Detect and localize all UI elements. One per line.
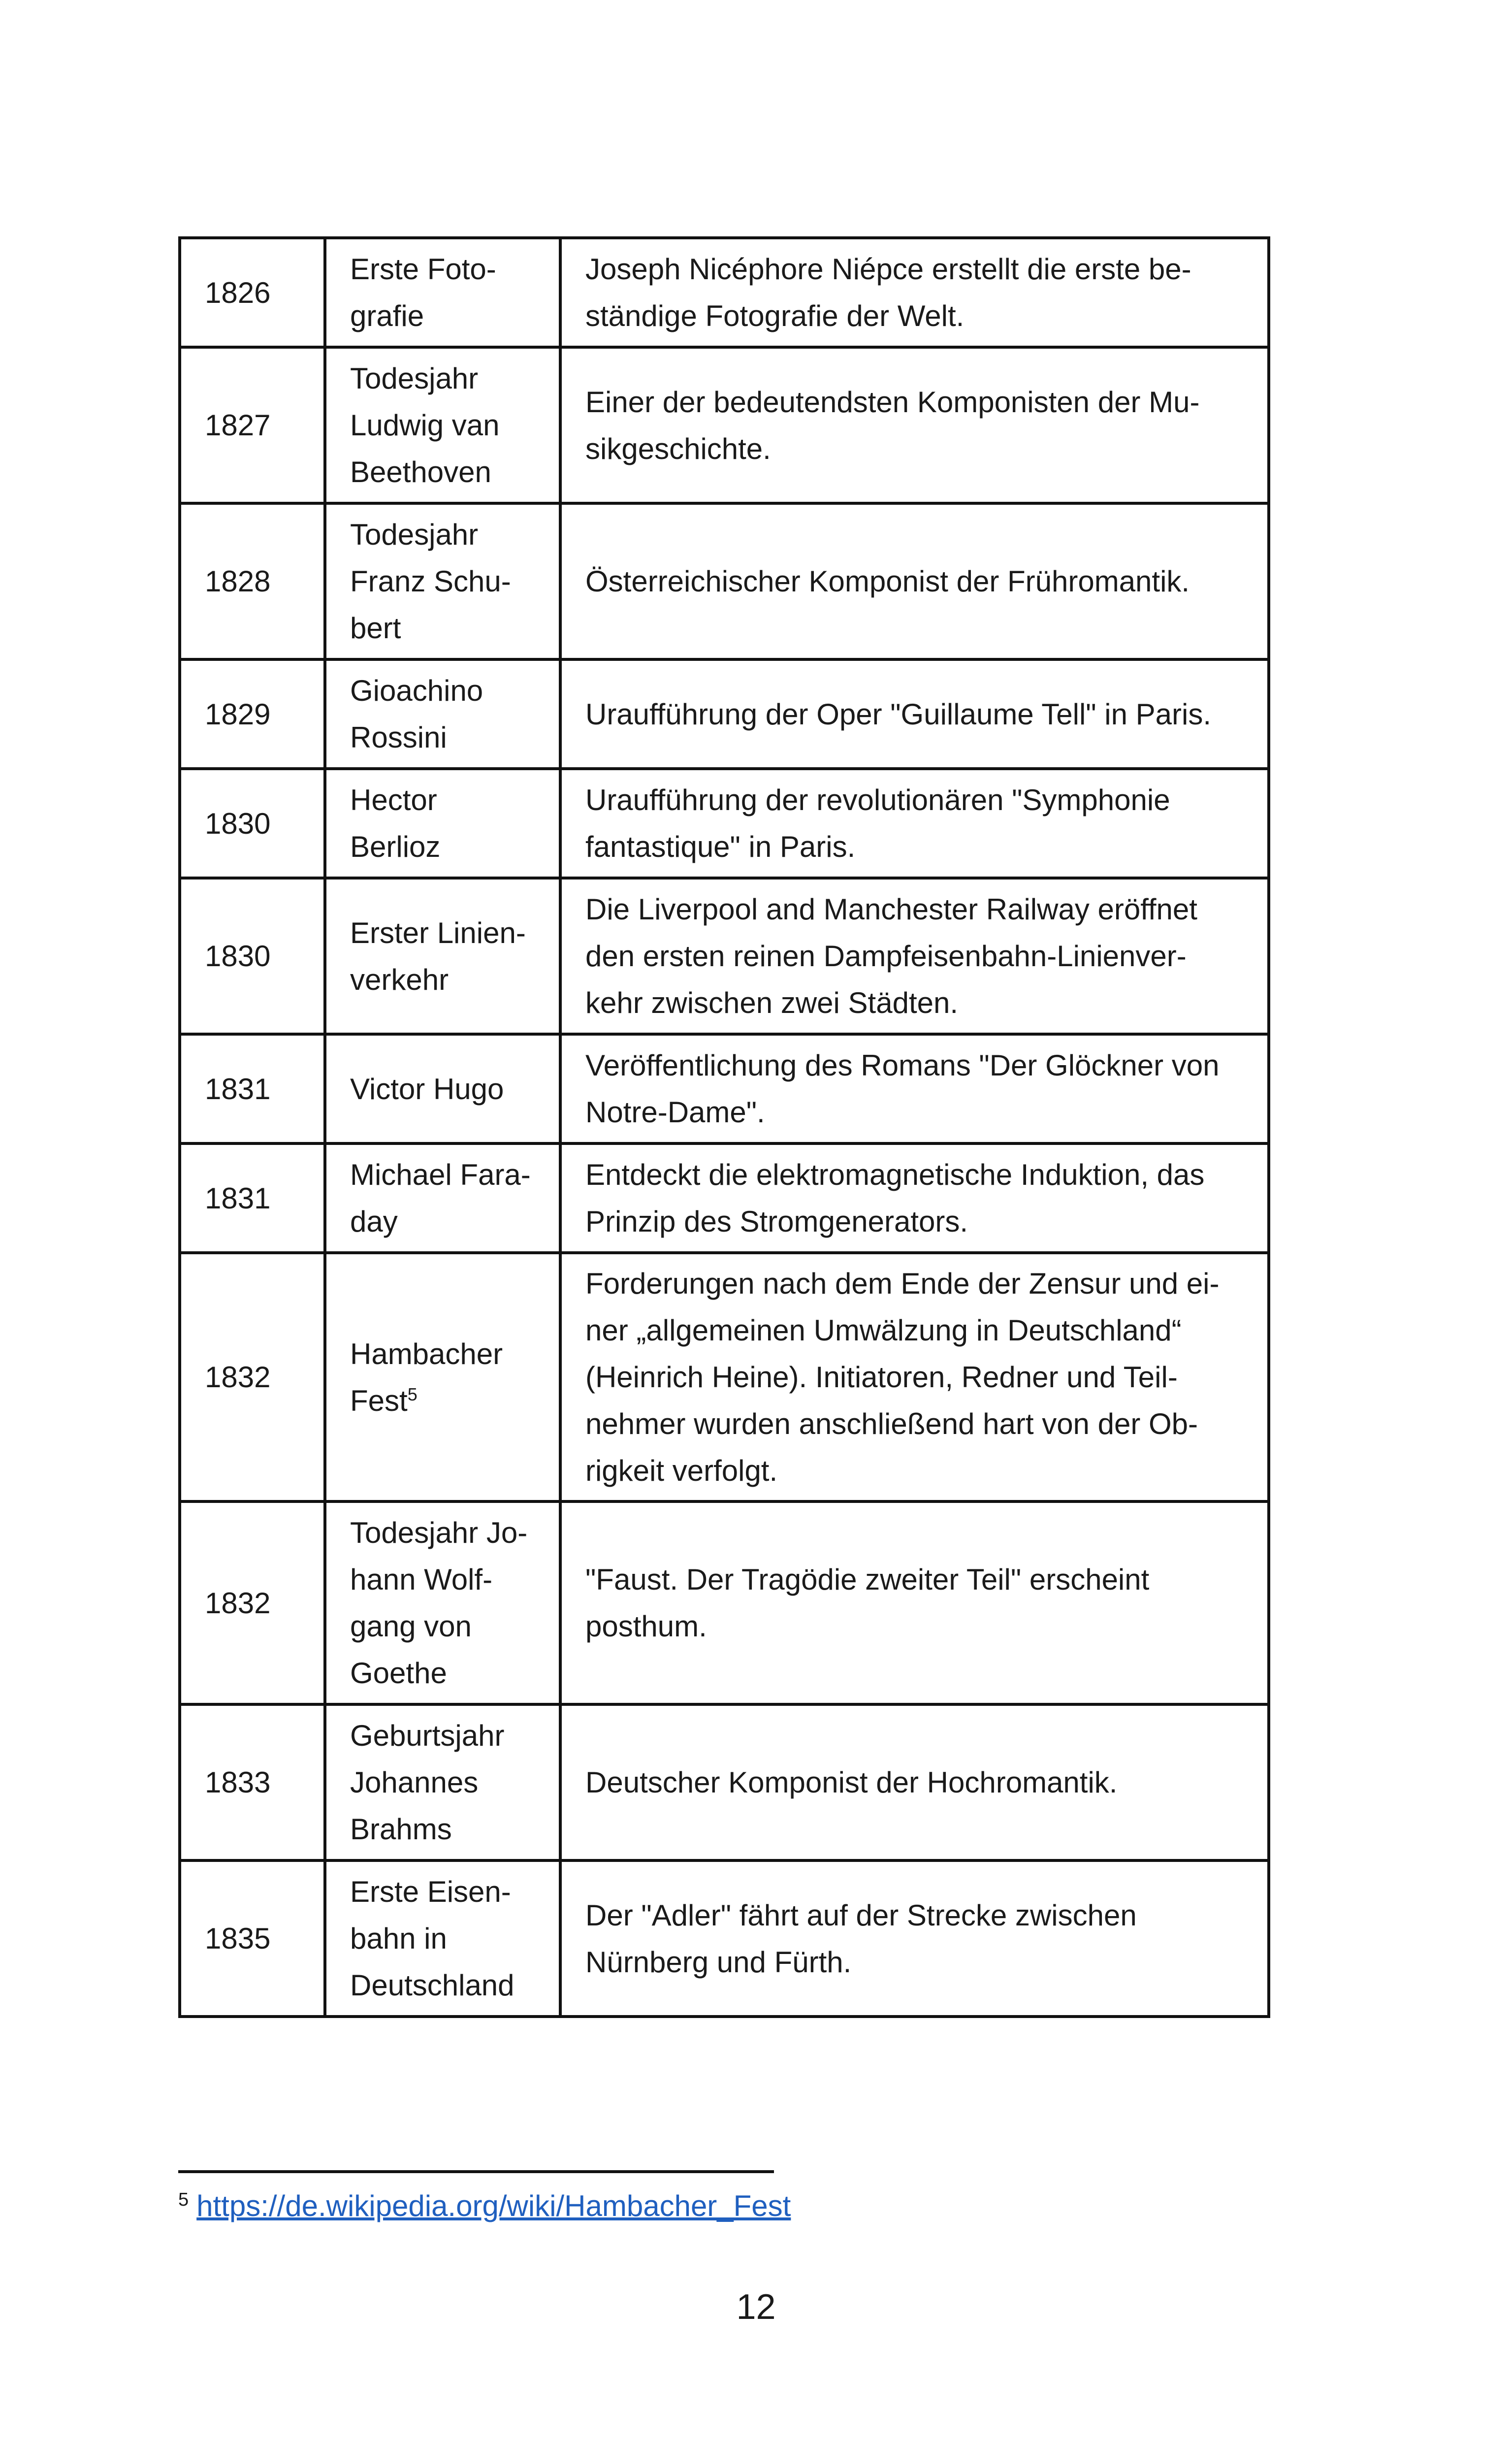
year-cell: 1827: [180, 347, 325, 503]
description-cell: Forderungen nach dem Ende der Zensur und ei- ner „allgemeinen Umwälzung in Deutschland“ (Heinrich Heine). Initiatoren, Redner und Teil- nehmer wurden anschließend hart von der Ob- rigkeit verfolgt.: [560, 1253, 1269, 1501]
description-cell: Entdeckt die elektromagnetische Induktion, das Prinzip des Stromgenerators.: [560, 1143, 1269, 1253]
event-cell: Todesjahr Jo- hann Wolf- gang von Goethe: [325, 1501, 560, 1704]
year-cell: 1830: [180, 769, 325, 878]
description-cell: "Faust. Der Tragödie zweiter Teil" erscheint posthum.: [560, 1501, 1269, 1704]
table-row: [180, 1501, 1269, 1704]
year-cell: 1828: [180, 503, 325, 659]
table-row: [180, 1704, 1269, 1860]
year-cell: 1832: [180, 1501, 325, 1704]
event-cell: Michael Fara- day: [325, 1143, 560, 1253]
year-cell: 1835: [180, 1860, 325, 2017]
event-cell: Victor Hugo: [325, 1034, 560, 1143]
year-cell: 1832: [180, 1253, 325, 1501]
event-text: Hambacher Fest: [350, 1337, 503, 1417]
event-cell: Todesjahr Ludwig van Beethoven: [325, 347, 560, 503]
table-row: [180, 878, 1269, 1034]
timeline-table: [178, 236, 1270, 2018]
event-cell: Erste Eisen- bahn in Deutschland: [325, 1860, 560, 2017]
description-cell: Uraufführung der Oper "Guillaume Tell" in Paris.: [560, 659, 1269, 769]
description-cell: Veröffentlichung des Romans "Der Glöckner von Notre-Dame".: [560, 1034, 1269, 1143]
page-number: 12: [736, 2287, 776, 2327]
year-cell: 1833: [180, 1704, 325, 1860]
description-cell: Joseph Nicéphore Niépce erstellt die erste be- ständige Fotografie der Welt.: [560, 238, 1269, 347]
year-cell: 1831: [180, 1034, 325, 1143]
table-row: [180, 1253, 1269, 1501]
year-cell: 1826: [180, 238, 325, 347]
table-row: [180, 769, 1269, 878]
event-cell: Todesjahr Franz Schu- bert: [325, 503, 560, 659]
description-cell: Einer der bedeutendsten Komponisten der Mu- sikgeschichte.: [560, 347, 1269, 503]
year-cell: 1831: [180, 1143, 325, 1253]
table-row: [180, 659, 1269, 769]
description-cell: Deutscher Komponist der Hochromantik.: [560, 1704, 1269, 1860]
event-cell: Gioachino Rossini: [325, 659, 560, 769]
year-cell: 1830: [180, 878, 325, 1034]
year-cell: 1829: [180, 659, 325, 769]
footnote-reference[interactable]: 5: [407, 1384, 418, 1404]
table-row: [180, 1034, 1269, 1143]
description-cell: Der "Adler" fährt auf der Strecke zwischen Nürnberg und Fürth.: [560, 1860, 1269, 2017]
table-row: [180, 1860, 1269, 2017]
table-row: [180, 238, 1269, 347]
event-cell: Erster Linien- verkehr: [325, 878, 560, 1034]
footnote-divider: [178, 2170, 774, 2173]
table-row: [180, 1143, 1269, 1253]
description-cell: Die Liverpool and Manchester Railway eröffnet den ersten reinen Dampfeisenbahn-Linienver- kehr zwischen zwei Städten.: [560, 878, 1269, 1034]
footnote-link[interactable]: https://de.wikipedia.org/wiki/Hambacher_Fest: [196, 2189, 791, 2222]
event-cell: Erste Foto- grafie: [325, 238, 560, 347]
table-row: [180, 347, 1269, 503]
footnote-number: 5: [178, 2189, 189, 2210]
footnote: [178, 2186, 791, 2226]
event-cell: [325, 1253, 560, 1501]
event-cell: Hector Berlioz: [325, 769, 560, 878]
description-cell: Österreichischer Komponist der Frühromantik.: [560, 503, 1269, 659]
description-cell: Uraufführung der revolutionären "Symphonie fantastique" in Paris.: [560, 769, 1269, 878]
event-cell: Geburtsjahr Johannes Brahms: [325, 1704, 560, 1860]
table-row: [180, 503, 1269, 659]
